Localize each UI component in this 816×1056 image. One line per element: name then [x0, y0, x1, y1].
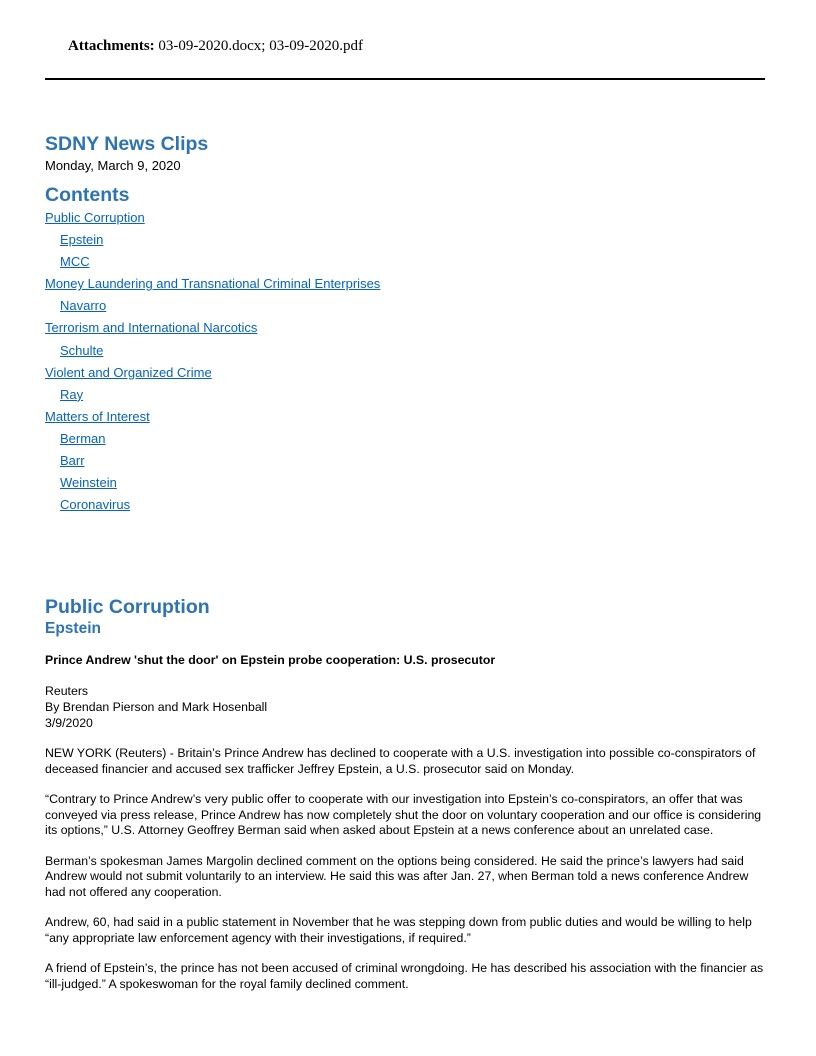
section-subheading: Epstein — [45, 620, 101, 638]
toc-link-matters-of-interest[interactable]: Matters of Interest — [45, 408, 150, 424]
section-heading: Public Corruption — [45, 596, 210, 619]
toc-heading: Contents — [45, 184, 130, 206]
article-headline: Prince Andrew 'shut the door' on Epstein probe cooperation: U.S. prosecutor — [45, 653, 496, 668]
attachments-line — [68, 38, 363, 55]
attachments-value: 03-09-2020.docx; 03-09-2020.pdf — [158, 38, 363, 54]
article-meta — [45, 683, 765, 731]
article-paragraph: Andrew, 60, had said in a public statement in November that he was stepping down from public duties and would be willing to help “any appropriate law enforcement agency with their investigations, if required.” — [45, 915, 752, 945]
article-source: Reuters — [45, 684, 89, 699]
toc-link-public-corruption[interactable]: Public Corruption — [45, 210, 145, 225]
document-title: SDNY News Clips — [45, 133, 209, 155]
article-paragraph: NEW YORK (Reuters) - Britain’s Prince Andrew has declined to cooperate with a U.S. investigation into possible co-conspirators of deceased financier and accused sex trafficker Jeffrey Epstein, a U.S. prosecutor said on Monday. — [45, 746, 756, 776]
toc-link-berman[interactable]: Berman — [60, 430, 106, 446]
article-date: 3/9/2020 — [45, 716, 93, 731]
document-body — [45, 133, 765, 992]
toc-link-schulte[interactable]: Schulte — [60, 342, 104, 358]
article-byline: By Brendan Pierson and Mark Hosenball — [45, 700, 268, 715]
toc-link-coronavirus[interactable]: Coronavirus — [60, 497, 131, 513]
article-paragraph: “Contrary to Prince Andrew’s very public offer to cooperate with our investigation into Epstein’s co-conspirators, an offer that was conveyed via press release, Prince Andrew has now completely shut the door on voluntary cooperation and our office is considering its options,” U.S. Attorney Geoffrey Berman said when asked about Epstein at a news conference about an unrelated case. — [45, 792, 762, 838]
table-of-contents — [45, 184, 765, 516]
article-paragraph: A friend of Epstein’s, the prince has not been accused of criminal wrongdoing. He has described his association with the financier as “ill-judged.” A spokeswoman for the royal family declined comment. — [45, 961, 764, 991]
toc-link-barr[interactable]: Barr — [60, 453, 85, 469]
header-divider — [45, 78, 765, 80]
toc-link-navarro[interactable]: Navarro — [60, 298, 107, 314]
toc-link-ray[interactable]: Ray — [60, 386, 84, 402]
toc-link-mcc[interactable]: MCC — [60, 254, 90, 270]
article-paragraph: Berman’s spokesman James Margolin declined comment on the options being considered. He said the prince’s lawyers had said Andrew would not submit voluntarily to an interview. He said this was after Jan. 27, when Berman told a news conference Andrew had not offered any cooperation. — [45, 853, 749, 899]
toc-link-weinstein[interactable]: Weinstein — [60, 475, 117, 491]
document-date: Monday, March 9, 2020 — [45, 158, 181, 173]
toc-link-violent-crime[interactable]: Violent and Organized Crime — [45, 364, 212, 380]
toc-link-epstein[interactable]: Epstein — [60, 232, 104, 248]
attachments-label: Attachments: — [68, 38, 155, 54]
toc-link-money-laundering[interactable]: Money Laundering and Transnational Criminal Enterprises — [45, 276, 381, 292]
toc-link-terrorism[interactable]: Terrorism and International Narcotics — [45, 320, 258, 336]
